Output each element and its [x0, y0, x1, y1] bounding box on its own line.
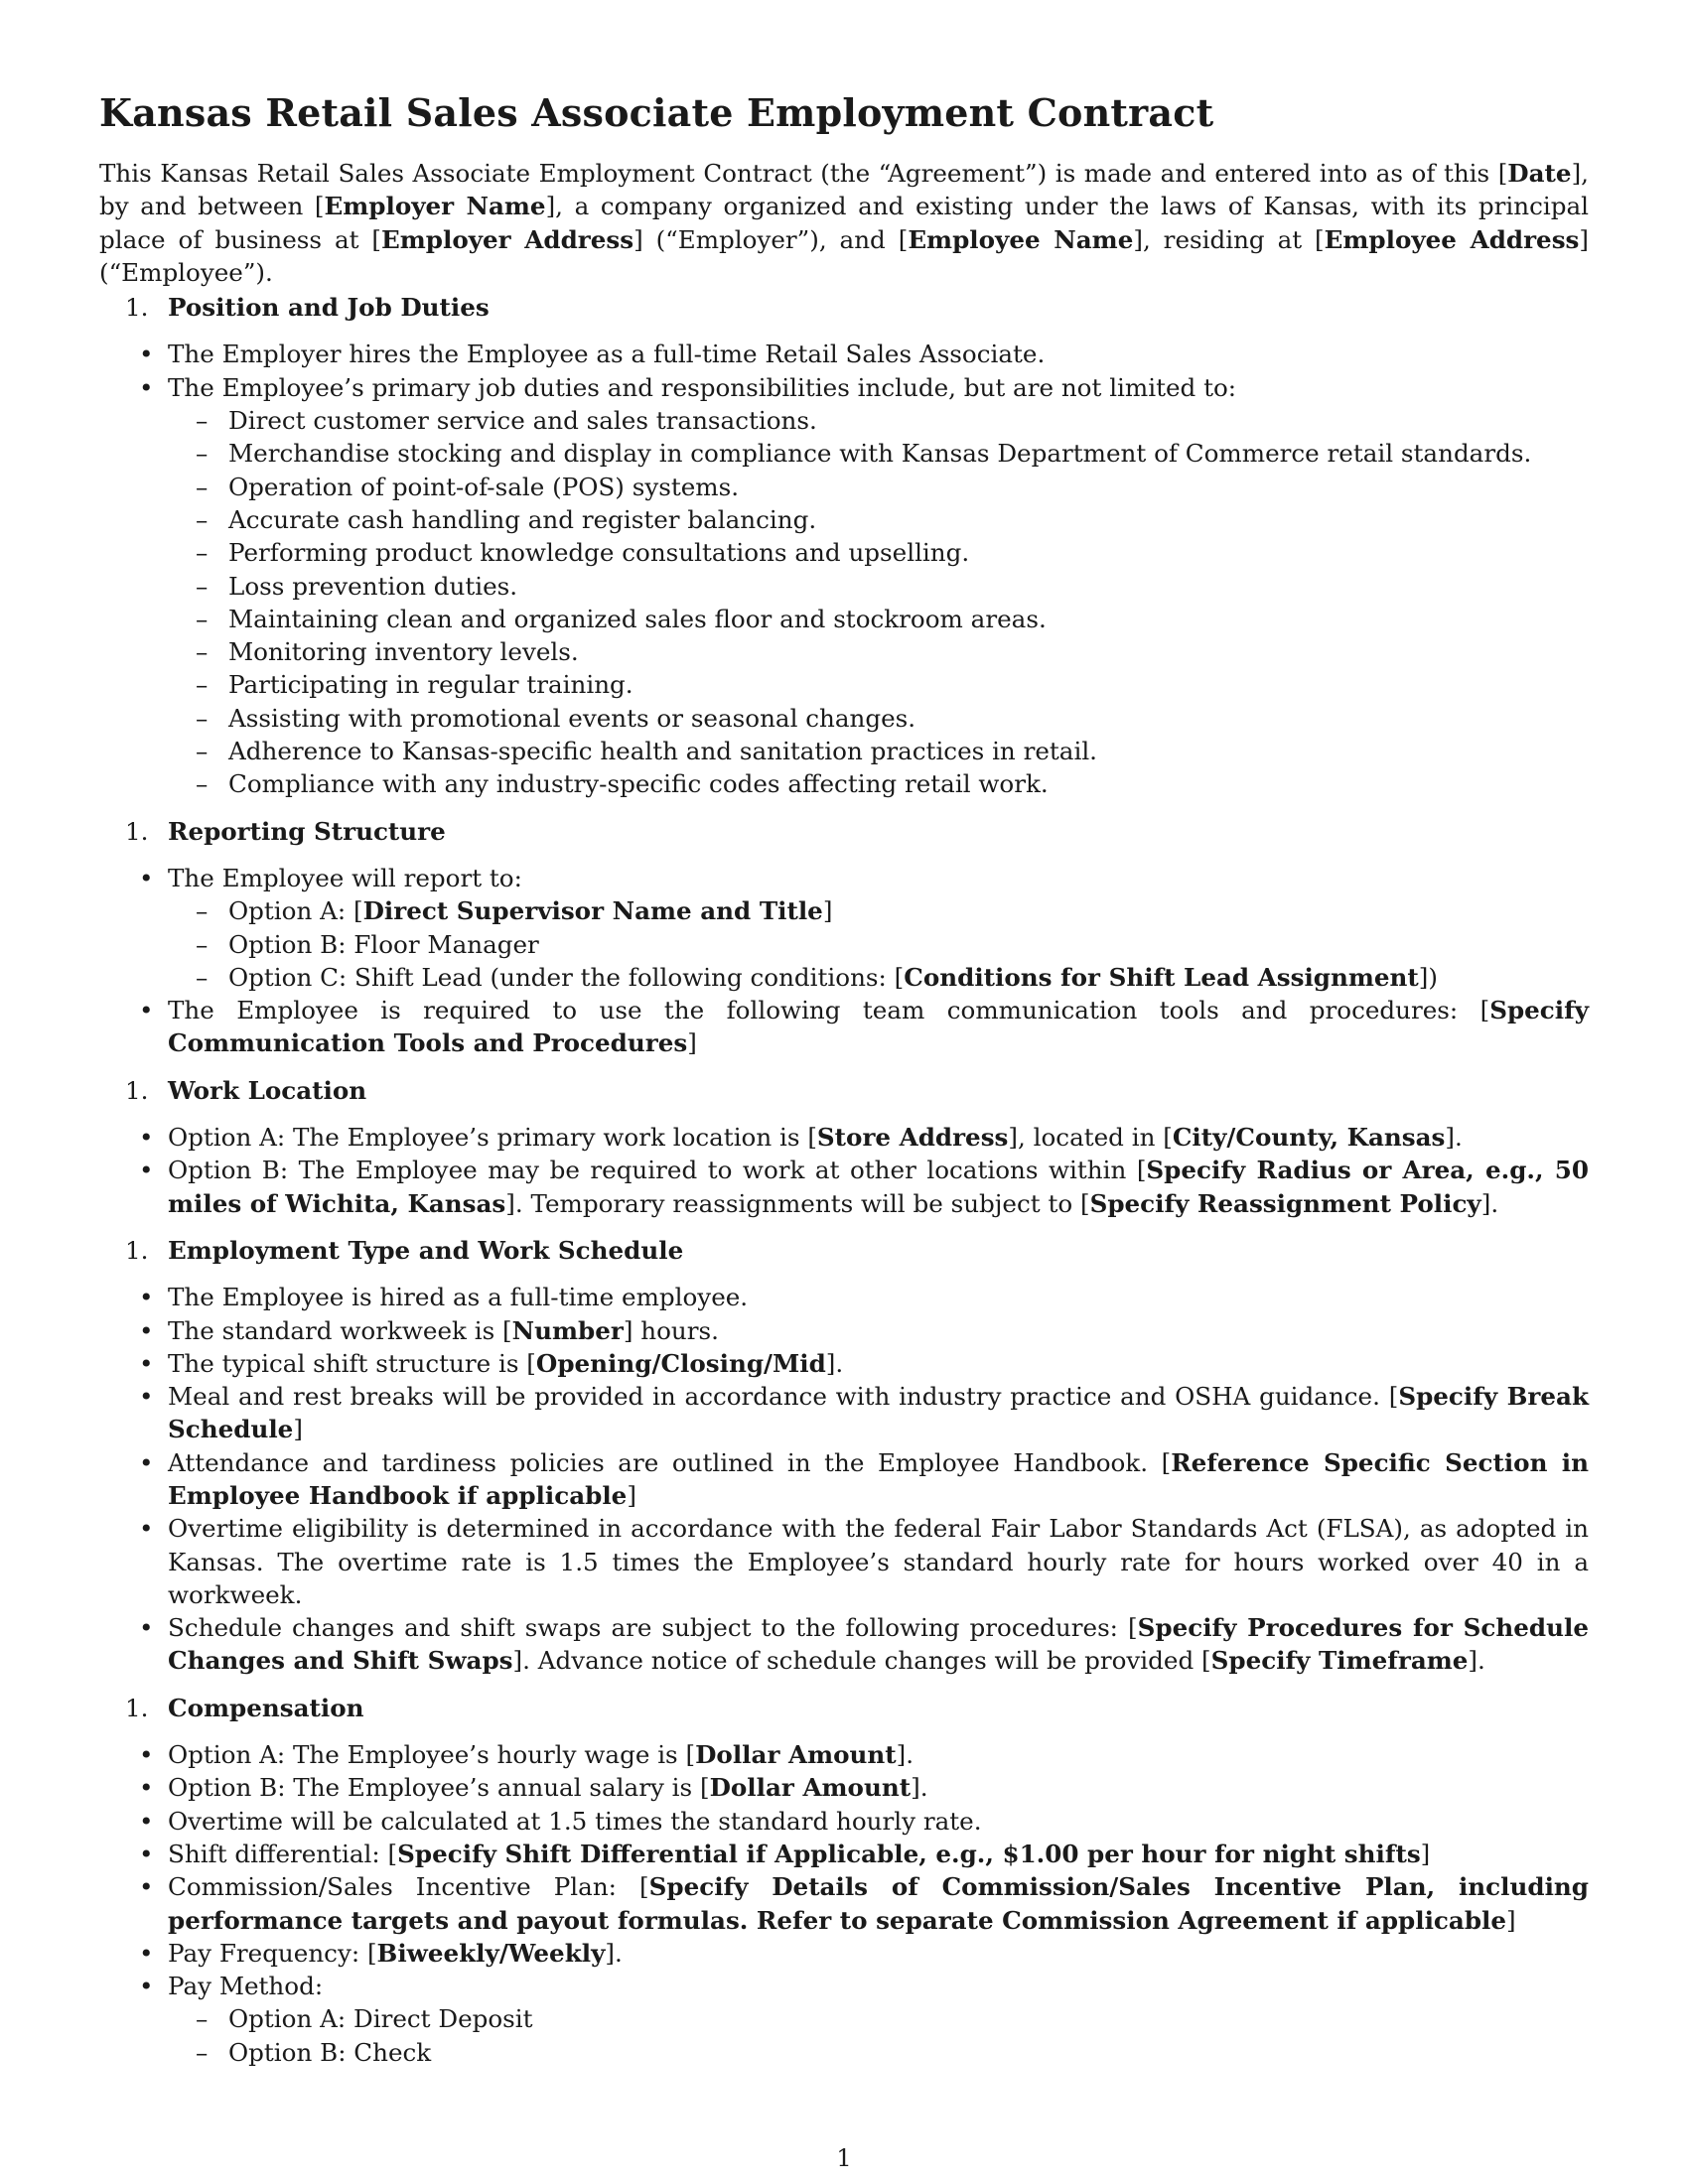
duty-text: Performing product knowledge consultations and upselling. [228, 538, 970, 568]
section-heading-location [99, 1074, 1589, 1107]
placeholder: Reference Specific Section in Employee Handbook if applicable [168, 1447, 1589, 1510]
dash-icon: – [196, 670, 209, 700]
duty-text: Maintaining clean and organized sales floor and stockroom areas. [228, 604, 1047, 633]
placeholder: Specify Procedures for Schedule Changes and Shift Swaps [168, 1613, 1590, 1676]
intro-text: ], a company organized and existing under the laws of Kansas, with its principal place of business at [ [99, 192, 1589, 254]
duty-text: Adherence to Kansas-specific health and sanitation practices in retail. [228, 737, 1097, 766]
duty-item [168, 570, 1589, 603]
list-item-text: Commission/Sales Incentive Plan: [ [168, 1872, 649, 1902]
list-item [99, 338, 1589, 370]
duty-text: Accurate cash handling and register balancing. [228, 504, 817, 534]
section-title: Work Location [168, 1075, 367, 1105]
section-title: Reporting Structure [168, 816, 446, 846]
section-heading-position [99, 291, 1589, 324]
list-item-text: Option B: The Employee may be required to work at other locations within [ [168, 1156, 1147, 1185]
list-item-text: ]. [605, 1938, 623, 1968]
duty-text: Operation of point-of-sale (POS) systems. [228, 472, 740, 501]
list-item-text: Option A: The Employee’s primary work location is [ [168, 1123, 817, 1153]
list-item-text: ]. [1468, 1646, 1485, 1676]
list-item [99, 1611, 1589, 1678]
list-item-text: ] hours. [623, 1315, 719, 1345]
option-item [168, 2036, 1589, 2069]
intro-text: ], by and between [ [99, 159, 1589, 221]
dash-icon: – [196, 637, 209, 667]
section-number: 1. [125, 293, 149, 323]
duty-item [168, 767, 1589, 800]
duty-text: Assisting with promotional events or seasonal changes. [228, 703, 916, 733]
option-item [168, 894, 1589, 927]
section-number: 1. [125, 1235, 149, 1265]
employer-name-placeholder: Employer Name [324, 192, 546, 221]
intro-text: ], residing at [ [1133, 224, 1325, 254]
list-item-text: Shift differential: [ [168, 1839, 398, 1868]
list-item-text: Pay Frequency: [ [168, 1938, 377, 1968]
intro-text: ] (“Employee”). [99, 224, 1589, 287]
schedule-list [99, 1281, 1589, 1678]
list-item-text: ] [1506, 1905, 1516, 1935]
placeholder: Number [511, 1315, 624, 1345]
placeholder: Dollar Amount [695, 1740, 897, 1770]
bullet-icon: • [139, 1315, 154, 1345]
duties-list [168, 404, 1589, 801]
list-item-text: Option A: The Employee’s hourly wage is [ [168, 1740, 696, 1770]
duty-item [168, 437, 1589, 470]
section-heading-reporting [99, 815, 1589, 848]
dash-icon: – [196, 604, 209, 633]
bullet-icon: • [139, 1514, 154, 1544]
placeholder: Opening/Closing/Mid [535, 1348, 826, 1378]
document-page [99, 91, 1589, 2083]
date-placeholder: Date [1507, 159, 1572, 188]
location-list [99, 1121, 1589, 1220]
placeholder: Specify Shift Differential if Applicable, e.g., $1.00 per hour for night shifts [397, 1839, 1421, 1868]
bullet-icon: • [139, 996, 154, 1025]
list-item-text: The Employee’s primary job duties and responsibilities include, but are not limited to: [168, 372, 1237, 402]
list-item-text: Pay Method: [168, 1972, 324, 2001]
placeholder: Specify Details of Commission/Sales Incentive Plan, including performance targets and payout formulas. Refer to separate Commission Agreement if applicable [168, 1872, 1589, 1935]
list-item-text: The Employee is required to use the following team communication tools and procedures: [ [168, 996, 1490, 1025]
bullet-icon: • [139, 1773, 154, 1803]
dash-icon: – [196, 504, 209, 534]
list-item-text: ]. Temporary reassignments will be subject to [ [505, 1188, 1090, 1218]
option-text: Option C: Shift Lead (under the following conditions: [ [228, 962, 905, 992]
reporting-list [99, 862, 1589, 1060]
section-title: Compensation [168, 1693, 364, 1722]
duty-text: Merchandise stocking and display in compliance with Kansas Department of Commerce retail standards. [228, 439, 1532, 469]
dash-icon: – [196, 769, 209, 799]
list-item-text: ]. Advance notice of schedule changes will be provided [ [512, 1646, 1211, 1676]
bullet-icon: • [139, 1972, 154, 2001]
list-item [99, 1347, 1589, 1380]
list-item [99, 1154, 1589, 1220]
employee-address-placeholder: Employee Address [1324, 224, 1580, 254]
placeholder: Direct Supervisor Name and Title [362, 896, 823, 926]
list-item-text: ]. [1445, 1123, 1463, 1153]
list-item-text: Overtime eligibility is determined in accordance with the federal Fair Labor Standards Act (FLSA), as adopted in Kansas. The overtime rate is 1.5 times the Employee’s standard hourly rate for hours worked over 40 in a workweek. [168, 1514, 1589, 1609]
bullet-icon: • [139, 1872, 154, 1902]
duty-item [168, 635, 1589, 668]
bullet-icon: • [139, 1156, 154, 1185]
list-item-text: ]. [1480, 1188, 1499, 1218]
list-item [99, 1121, 1589, 1154]
placeholder: Dollar Amount [709, 1773, 912, 1803]
option-item [168, 928, 1589, 961]
duty-text: Participating in regular training. [228, 670, 633, 700]
option-text: Option A: Direct Deposit [228, 2004, 533, 2034]
position-list [99, 338, 1589, 800]
placeholder: Conditions for Shift Lead Assignment [904, 962, 1419, 992]
list-item [99, 1738, 1589, 1771]
duty-item [168, 503, 1589, 536]
dash-icon: – [196, 472, 209, 501]
list-item [99, 1512, 1589, 1611]
placeholder: Specify Communication Tools and Procedures [168, 996, 1589, 1058]
placeholder: Specify Reassignment Policy [1089, 1188, 1481, 1218]
section-heading-compensation [99, 1692, 1589, 1724]
list-item-text: The Employee is hired as a full-time employee. [168, 1283, 749, 1312]
bullet-icon: • [139, 1283, 154, 1312]
duty-text: Monitoring inventory levels. [228, 637, 579, 667]
list-item-text: ]. [911, 1773, 928, 1803]
list-item [99, 1314, 1589, 1347]
intro-paragraph [99, 157, 1589, 289]
option-text: Option B: Floor Manager [228, 929, 539, 959]
dash-icon: – [196, 962, 209, 992]
bullet-icon: • [139, 1348, 154, 1378]
option-text: ] [822, 896, 833, 926]
placeholder: Biweekly/Weekly [376, 1938, 606, 1968]
duty-item [168, 668, 1589, 701]
bullet-icon: • [139, 1447, 154, 1477]
dash-icon: – [196, 439, 209, 469]
dash-icon: – [196, 538, 209, 568]
duty-item [168, 702, 1589, 735]
list-item-text: ], located in [ [1008, 1123, 1173, 1153]
placeholder: City/County, Kansas [1172, 1123, 1446, 1153]
list-item-text: Overtime will be calculated at 1.5 times the standard hourly rate. [168, 1806, 982, 1836]
option-text: Option B: Check [228, 2037, 432, 2067]
list-item-text: ] [627, 1480, 636, 1510]
intro-text: This Kansas Retail Sales Associate Employment Contract (the “Agreement”) is made and entered into as of this [ [99, 159, 1508, 188]
option-item [168, 2002, 1589, 2035]
list-item-text: The Employer hires the Employee as a full-time Retail Sales Associate. [168, 340, 1046, 369]
list-item [99, 1771, 1589, 1804]
section-number: 1. [125, 1075, 149, 1105]
list-item-text: ] [293, 1415, 303, 1444]
list-item [99, 1380, 1589, 1446]
list-item [99, 1937, 1589, 1970]
dash-icon: – [196, 2004, 209, 2034]
list-item [99, 1281, 1589, 1313]
intro-text: ] (“Employer”), and [ [633, 224, 909, 254]
page-number: 1 [836, 2144, 852, 2172]
bullet-icon: • [139, 1382, 154, 1412]
dash-icon: – [196, 571, 209, 601]
bullet-icon: • [139, 1613, 154, 1643]
list-item [99, 1805, 1589, 1838]
document-title: Kansas Retail Sales Associate Employment Contract [99, 90, 1214, 135]
list-item [99, 862, 1589, 994]
list-item [99, 1970, 1589, 2069]
duty-text: Compliance with any industry-specific codes affecting retail work. [228, 769, 1049, 799]
list-item-text: The standard workweek is [ [168, 1315, 512, 1345]
placeholder: Store Address [816, 1123, 1009, 1153]
dash-icon: – [196, 896, 209, 926]
section-heading-schedule [99, 1234, 1589, 1267]
list-item [99, 371, 1589, 801]
dash-icon: – [196, 406, 209, 436]
section-title: Position and Job Duties [168, 293, 490, 323]
list-item [99, 994, 1589, 1060]
bullet-icon: • [139, 1839, 154, 1868]
pay-method-options [168, 2002, 1589, 2069]
list-item-text: Meal and rest breaks will be provided in accordance with industry practice and OSHA guidance. [ [168, 1382, 1399, 1412]
dash-icon: – [196, 703, 209, 733]
list-item [99, 1870, 1589, 1937]
list-item-text: The Employee will report to: [168, 863, 522, 892]
placeholder: Specify Break Schedule [168, 1382, 1589, 1444]
employer-address-placeholder: Employer Address [381, 224, 634, 254]
compensation-list [99, 1738, 1589, 2069]
bullet-icon: • [139, 863, 154, 892]
bullet-icon: • [139, 340, 154, 369]
bullet-icon: • [139, 1123, 154, 1153]
dash-icon: – [196, 737, 209, 766]
section-title: Employment Type and Work Schedule [168, 1235, 684, 1265]
duty-item [168, 404, 1589, 437]
list-item [99, 1838, 1589, 1870]
dash-icon: – [196, 2037, 209, 2067]
list-item-text: ] [1420, 1839, 1431, 1868]
duty-item [168, 471, 1589, 503]
section-number: 1. [125, 1693, 149, 1722]
reporting-options [168, 894, 1589, 994]
list-item-text: Option B: The Employee’s annual salary is [ [168, 1773, 710, 1803]
duty-item [168, 735, 1589, 767]
bullet-icon: • [139, 1806, 154, 1836]
option-text: ]) [1418, 962, 1438, 992]
list-item [99, 1446, 1589, 1513]
list-item-text: ]. [896, 1740, 914, 1770]
list-item-text: Schedule changes and shift swaps are subject to the following procedures: [ [168, 1613, 1138, 1643]
list-item-text: ] [687, 1028, 697, 1058]
duty-text: Loss prevention duties. [228, 571, 518, 601]
section-number: 1. [125, 816, 149, 846]
list-item-text: Attendance and tardiness policies are outlined in the Employee Handbook. [ [168, 1447, 1172, 1477]
option-text: Option A: [ [228, 896, 363, 926]
duty-item [168, 603, 1589, 635]
placeholder: Specify Radius or Area, e.g., 50 miles of Wichita, Kansas [168, 1156, 1589, 1218]
bullet-icon: • [139, 1938, 154, 1968]
employee-name-placeholder: Employee Name [908, 224, 1134, 254]
bullet-icon: • [139, 1740, 154, 1770]
list-item-text: The typical shift structure is [ [168, 1348, 536, 1378]
placeholder: Specify Timeframe [1210, 1646, 1469, 1676]
bullet-icon: • [139, 372, 154, 402]
dash-icon: – [196, 929, 209, 959]
duty-text: Direct customer service and sales transactions. [228, 406, 817, 436]
option-item [168, 961, 1589, 994]
duty-item [168, 536, 1589, 569]
list-item-text: ]. [825, 1348, 844, 1378]
